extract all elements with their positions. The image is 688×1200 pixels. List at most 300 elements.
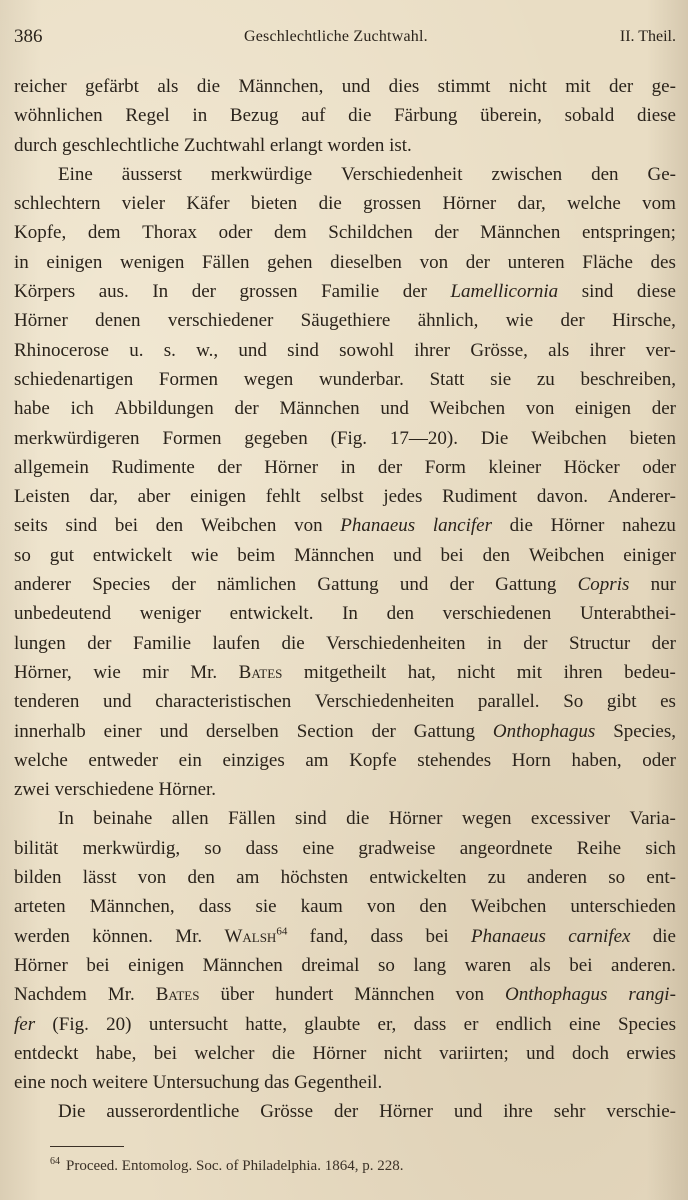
word: (Fig. [330, 427, 368, 449]
text-segment: nahezu [622, 515, 676, 537]
word: gehen [267, 251, 313, 273]
text-segment: Section [296, 720, 354, 742]
word: so [377, 954, 395, 976]
italic-term: lancifer [432, 515, 492, 537]
word: Männchen [294, 544, 375, 566]
text-segment: Hörner [550, 515, 605, 537]
text-line [14, 218, 676, 247]
word: so [14, 544, 31, 566]
word: Familie [132, 632, 192, 654]
word: In [342, 603, 358, 625]
paragraph [14, 1097, 676, 1126]
text-segment: und [159, 720, 189, 742]
word: lässt [82, 867, 117, 889]
word: dies [388, 76, 420, 97]
text-line [14, 453, 676, 482]
word: bieten [250, 193, 298, 215]
italic-term: Phanaeus [340, 515, 416, 537]
italic-term: Copris [577, 574, 630, 596]
text-segment: nur [650, 574, 676, 596]
text-segment: endlich [495, 1013, 552, 1035]
word: ausserordentliche [106, 1101, 240, 1123]
text-segment: Mr. [190, 661, 218, 683]
word: Männchen, [238, 76, 324, 97]
word: ihre [503, 1101, 533, 1123]
word: der [608, 76, 634, 97]
word: sich [645, 837, 676, 859]
word: mit [565, 76, 591, 97]
text-line [14, 863, 676, 892]
word: Horn [511, 749, 551, 771]
word: als [529, 954, 551, 976]
word: tenderen [14, 691, 80, 713]
word: und [238, 339, 267, 361]
word: sind [294, 808, 327, 830]
word: Varia- [629, 808, 676, 830]
text-segment: derselben [205, 720, 279, 742]
word: Weibchen [470, 896, 547, 918]
footnote-marker: 64 [276, 925, 288, 938]
word: entweder [88, 749, 159, 771]
word: von [525, 398, 555, 420]
word: von [419, 251, 449, 273]
word: Fläche [582, 251, 633, 273]
word: ver- [645, 339, 676, 361]
text-line [14, 189, 676, 218]
small-caps-name: Walsh [224, 925, 277, 947]
word: am [236, 867, 260, 889]
text-segment: Gattung [413, 720, 475, 742]
text-line [14, 892, 676, 921]
text-segment: einer [103, 720, 142, 742]
text-line [14, 658, 676, 687]
word: dass [245, 837, 279, 859]
word: einigen [128, 954, 185, 976]
italic-term: Phanaeus [470, 925, 546, 947]
word: dreimal [301, 954, 360, 976]
word: und [393, 544, 422, 566]
text-segment: Gattung [317, 574, 379, 596]
word: ihrer [589, 339, 626, 361]
word: anderen. [611, 954, 676, 976]
word: habe, [95, 1042, 137, 1064]
word: den [482, 544, 510, 566]
text-segment: Mr. [175, 925, 203, 947]
word: ge- [651, 76, 676, 97]
text-segment: werden [14, 925, 70, 947]
text-segment: von [455, 984, 484, 1006]
word: wie [190, 544, 219, 566]
text-line [14, 1097, 676, 1126]
word: stimmt [437, 76, 491, 97]
word: schiedenartigen [14, 368, 134, 390]
word: oder [642, 749, 676, 771]
text-segment: (Fig. [52, 1013, 89, 1035]
word: entspringen; [581, 222, 676, 244]
word: welche [14, 749, 68, 771]
word: von [366, 896, 396, 918]
word: waren [464, 954, 512, 976]
word: Hörner [388, 808, 443, 830]
word: entdeckt [14, 1042, 79, 1064]
word: Verschiedenheit [341, 163, 463, 185]
text-line [14, 541, 676, 570]
word: anderen [526, 867, 588, 889]
text-segment: der [171, 574, 196, 596]
word: Schildchen [328, 222, 413, 244]
word: gegeben [244, 427, 308, 449]
word: habe [14, 398, 50, 420]
word: die [348, 105, 372, 127]
text-line [14, 980, 676, 1009]
word: dar, [89, 486, 118, 508]
word: characteristischen [155, 691, 292, 713]
word: unterschieden [570, 896, 676, 918]
word: Eine [58, 163, 93, 185]
word: oder [642, 456, 676, 478]
word: dar, [517, 193, 546, 215]
text-segment: grossen [239, 281, 298, 303]
text-segment: dass [413, 1013, 447, 1035]
text-line: eine noch weitere Untersuchung das Gegentheil. [14, 1072, 383, 1094]
word: Männchen [480, 222, 561, 244]
word: Grösse [260, 1101, 314, 1123]
text-segment: Mr. [107, 984, 135, 1006]
word: die [318, 193, 342, 215]
word: zwischen [491, 163, 563, 185]
text-segment: dass [370, 925, 404, 947]
italic-term: Onthophagus [505, 984, 608, 1006]
text-segment: mit [516, 661, 543, 683]
word: Fällen [228, 808, 276, 830]
word: weniger [139, 603, 201, 625]
word: wenigen [120, 251, 185, 273]
text-segment: In [152, 281, 169, 303]
text-segment: über [220, 984, 255, 1006]
word: excessiver [530, 808, 611, 830]
word: auf [301, 105, 326, 127]
word: wegen [461, 808, 512, 830]
text-segment: können. [92, 925, 153, 947]
text-segment: bei [114, 515, 139, 537]
word: Rudimente [111, 456, 195, 478]
text-line [14, 834, 676, 863]
word: zu [536, 368, 555, 390]
word: ähnlich, [417, 310, 479, 332]
word: denen [95, 310, 141, 332]
word: einziges [222, 749, 285, 771]
footnote [50, 1156, 403, 1175]
word: der [651, 632, 676, 654]
word: Hörner [14, 310, 68, 332]
word: Weibchen [531, 427, 607, 449]
word: kaum [300, 896, 343, 918]
word: beim [237, 544, 276, 566]
text-segment: der [402, 281, 427, 303]
word: unteren [507, 251, 565, 273]
word: gefärbt [85, 76, 139, 97]
word: lungen [14, 632, 66, 654]
text-line [14, 306, 676, 335]
word: gradweise [358, 837, 436, 859]
word: Hörner [379, 1101, 433, 1123]
text-line [14, 365, 676, 394]
text-segment: Species [617, 1013, 676, 1035]
text-segment: Familie [321, 281, 380, 303]
word: ich [70, 398, 94, 420]
word: des [650, 251, 676, 273]
word: und [526, 1042, 555, 1064]
word: Verschiedenheiten [326, 632, 466, 654]
text-line [14, 248, 676, 277]
word: ein [178, 749, 202, 771]
footnote-divider [50, 1146, 124, 1147]
word: der [87, 632, 112, 654]
word: in [14, 251, 29, 273]
word: so [608, 867, 626, 889]
text-segment: der [371, 720, 396, 742]
word: sowohl [339, 339, 394, 361]
word: bei [153, 1042, 177, 1064]
text-line [14, 160, 676, 189]
text-line: zwei verschiedene Hörner. [14, 779, 217, 801]
text-segment: nicht [457, 661, 496, 683]
word: gut [49, 544, 75, 566]
word: der [651, 398, 676, 420]
text-segment: anderer [14, 574, 71, 596]
word: Säugethiere [300, 310, 391, 332]
word: Höcker [563, 456, 620, 478]
paragraph [14, 160, 676, 805]
word: den [187, 867, 215, 889]
text-segment: eine [568, 1013, 601, 1035]
word: Männchen [279, 398, 360, 420]
text-line [14, 629, 676, 658]
text-segment: Species, [613, 720, 676, 742]
word: diese [636, 105, 676, 127]
word: die [271, 1042, 296, 1064]
word: arteten [14, 896, 66, 918]
word: Statt [429, 368, 465, 390]
word: der [434, 222, 459, 244]
text-line [14, 687, 676, 716]
text-segment: seits [14, 515, 48, 537]
word: laufen [212, 632, 260, 654]
word: parallel. [477, 691, 540, 713]
text-line [14, 101, 676, 130]
text-segment: sind [581, 281, 614, 303]
word: Form [424, 456, 466, 478]
text-segment: nämlichen [217, 574, 297, 596]
text-segment: mir [142, 661, 169, 683]
text-line [14, 717, 676, 746]
word: und [341, 76, 371, 97]
text-line [14, 482, 676, 511]
word: der [523, 632, 548, 654]
word: merkwürdigeren [14, 427, 140, 449]
text-line [14, 804, 676, 833]
word: Unterabthei- [579, 603, 676, 625]
word: Die [58, 1101, 86, 1123]
word: der [333, 1101, 359, 1123]
word: variirten; [439, 1042, 509, 1064]
word: einigen [46, 251, 103, 273]
word: bieten [629, 427, 676, 449]
word: bilität [14, 837, 59, 859]
word: merkwürdig, [82, 837, 181, 859]
text-segment: bedeu- [624, 661, 676, 683]
word: Reihe [576, 837, 622, 859]
text-line [14, 599, 676, 628]
text-segment: den [155, 515, 184, 537]
running-head [14, 26, 676, 52]
text-line [14, 394, 676, 423]
text-segment: der [191, 281, 216, 303]
text-segment: hatte, [245, 1013, 287, 1035]
word: Käfer [186, 193, 230, 215]
text-line [14, 336, 676, 365]
word: sobald [564, 105, 615, 127]
word: Fällen [202, 251, 250, 273]
word: äusserst [121, 163, 182, 185]
word: Weibchen [528, 544, 605, 566]
word: in [340, 456, 356, 478]
word: In [58, 808, 74, 830]
word: die [281, 632, 305, 654]
text-segment: die [652, 925, 676, 947]
text-line [14, 746, 676, 775]
word: aber [137, 486, 171, 508]
word: Ge- [647, 163, 676, 185]
word: Anderer- [607, 486, 676, 508]
word: Hörner [264, 456, 319, 478]
word: den [591, 163, 619, 185]
word: So [563, 691, 584, 713]
word: allgemein [14, 456, 89, 478]
name-with-footnote [224, 922, 287, 951]
text-segment: Männchen [354, 984, 435, 1006]
paragraph [14, 72, 676, 160]
word: so [204, 837, 222, 859]
word: angeordnete [459, 837, 553, 859]
word: den [419, 896, 447, 918]
word: welcher [194, 1042, 255, 1064]
text-segment: Hörner, [14, 661, 72, 683]
italic-term: carnifex [568, 925, 631, 947]
word: wunderbar. [318, 368, 404, 390]
word: dieselben [330, 251, 402, 273]
word: Bezug [229, 105, 279, 127]
italic-term: fer [14, 1013, 36, 1035]
word: dem [273, 222, 307, 244]
word: als [157, 76, 179, 97]
text-line [14, 277, 676, 306]
text-segment: innerhalb [14, 720, 86, 742]
word: nicht [508, 76, 547, 97]
small-caps-name: Bates [155, 984, 200, 1006]
word: oder [218, 222, 253, 244]
word: am [305, 749, 329, 771]
word: lang [413, 954, 447, 976]
text-segment: Körpers [14, 281, 76, 303]
text-segment: fand, [309, 925, 349, 947]
word: bilden [14, 867, 62, 889]
text-segment: aus. [98, 281, 129, 303]
text-line: durch geschlechtliche Zuchtwahl erlangt worden ist. [14, 134, 412, 156]
text-segment: von [294, 515, 323, 537]
word: und [103, 691, 132, 713]
word: nicht [383, 1042, 422, 1064]
page-number: 386 [14, 26, 43, 47]
text-segment: er, [377, 1013, 397, 1035]
footnote-number: 64 [50, 1156, 60, 1167]
word: Formen [162, 427, 222, 449]
word: haben, [571, 749, 622, 771]
word: bei [86, 954, 110, 976]
italic-term: Lamellicornia [450, 281, 559, 303]
word: Kopfe, [14, 222, 67, 244]
running-title: Geschlechtliche Zuchtwahl. [244, 28, 428, 45]
word: höchsten [280, 867, 349, 889]
word: wöhnlichen [14, 105, 103, 127]
word: kleiner [488, 456, 542, 478]
word: wegen [243, 368, 294, 390]
footnote-text: Proceed. Entomolog. Soc. of Philadelphia. 1864, p. 228. [66, 1158, 404, 1174]
text-segment: glaubte [304, 1013, 361, 1035]
word: fehlt [265, 486, 301, 508]
word: der [465, 251, 490, 273]
word: der [560, 310, 585, 332]
part-label: II. Theil. [619, 28, 676, 45]
word: der [377, 456, 403, 478]
text-segment: wie [93, 661, 121, 683]
word: vieler [121, 193, 166, 215]
word: und [380, 398, 409, 420]
word: in [192, 105, 208, 127]
word: selbst [320, 486, 364, 508]
word: Männchen, [89, 896, 175, 918]
word: vom [642, 193, 676, 215]
word: ent- [646, 867, 676, 889]
word: welche [567, 193, 621, 215]
word: entwickelt. [229, 603, 314, 625]
word: eine [302, 837, 335, 859]
word: stehendes [417, 749, 492, 771]
text-segment: Species [92, 574, 151, 596]
word: einiger [623, 544, 676, 566]
word: und [453, 1101, 483, 1123]
word: verschiedenen [442, 603, 552, 625]
word: Formen [158, 368, 219, 390]
word: den [386, 603, 414, 625]
word: Regel [125, 105, 170, 127]
word: wie [505, 310, 534, 332]
word: ihrer [414, 339, 451, 361]
word: doch [572, 1042, 609, 1064]
text-line [14, 951, 676, 980]
word: jedes [383, 486, 423, 508]
word: Thorax [142, 222, 198, 244]
word: Weibchen [429, 398, 506, 420]
word: verschiedener [167, 310, 274, 332]
word: grossen [363, 193, 422, 215]
word: dem [87, 222, 121, 244]
body-text [14, 72, 676, 1127]
word: sie [255, 896, 277, 918]
word: sehr [553, 1101, 586, 1123]
text-line [14, 511, 676, 540]
word: Männchen [202, 954, 283, 976]
